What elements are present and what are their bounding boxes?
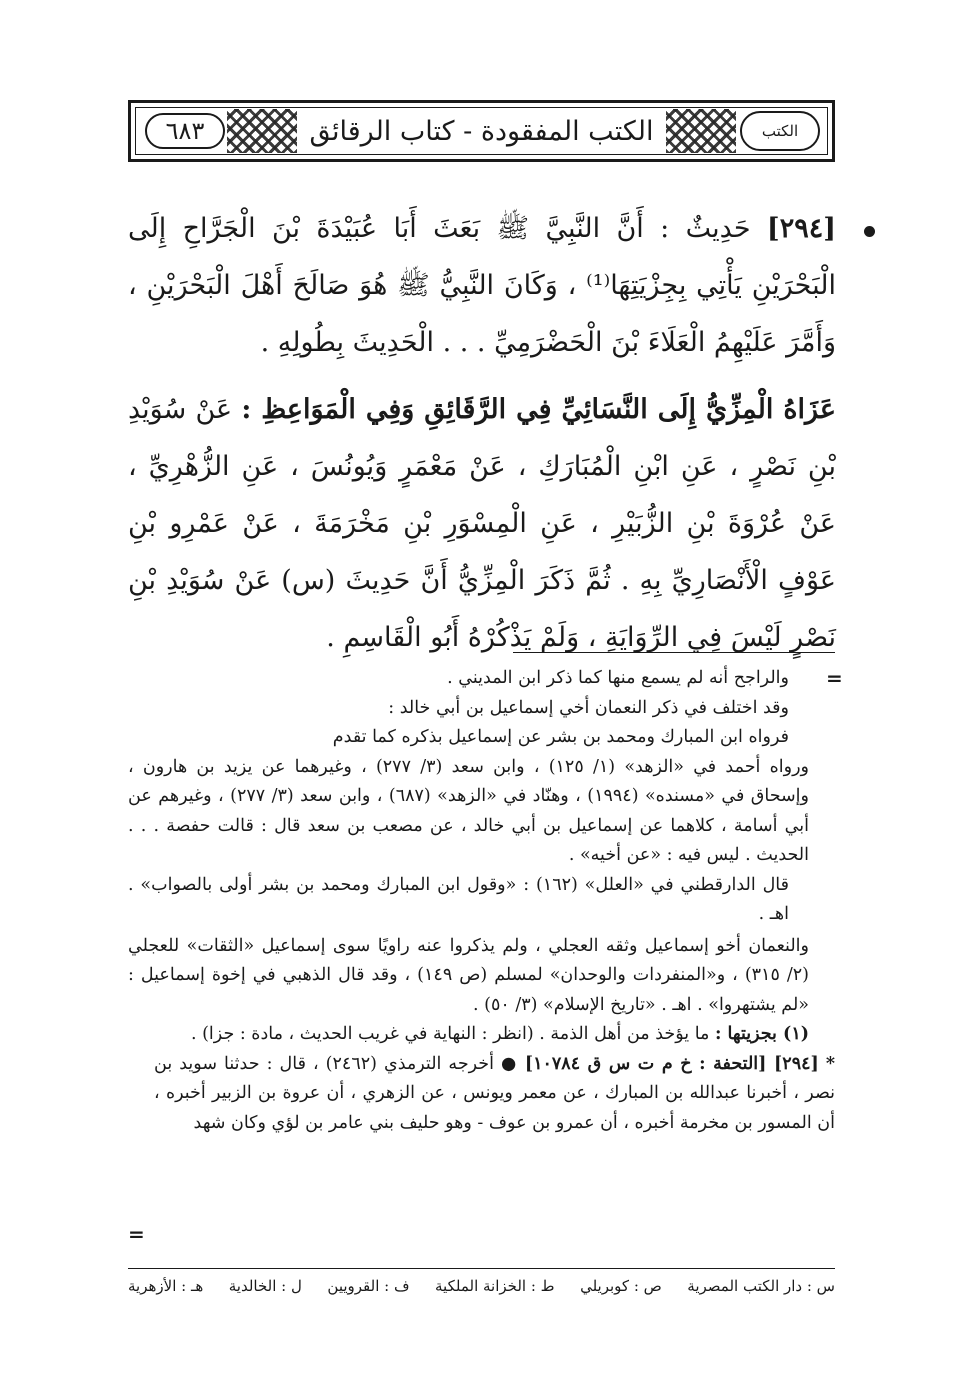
tuhfa-text: ● أخرجه الترمذي (٢٤٦٢) ، قال : حدثنا سويد بن نصر ، أخبرنا عبدالله بن المبارك ، عن معمر ويونس ، عن الزهري ، أن عروة بن الزبير أخبره ، أن المسور بن مخرمة أخبره ، أن عمرو بن عوف - وهو حليف بني عامر بن لؤي وكان شهد [154,1053,835,1133]
footnote-line: والراجح أنه لم يسمع منها كما ذكر ابن المديني . [447,668,789,688]
attribution-text: عَنْ سُوَيْدِ بْنِ نَصْرٍ ، عَنِ ابْنِ الْمُبَارَكِ ، عَنْ مَعْمَرٍ وَيُونُسَ ، عَنِ الزُّهْرِيِّ ، عَنْ عُرْوَةَ بْنِ الزُّبَيْرِ ، عَنِ الْمِسْوَرِ بْنِ مَخْرَمَةَ ، عَنْ عَمْرِو بْنِ عَوْفٍ الْأَنْصَارِيِّ بِهِ . ثُمَّ ذَكَرَ الْمِزِّيُّ أَنَّ حَدِيثَ (س) عَنْ سُوَيْدِ بْنِ نَصْرٍ لَيْسَ فِي الرِّوَايَةِ ، وَلَمْ يَذْكُرْهُ أَبُو الْقَاسِمِ . [128,394,836,653]
attribution-lead: عَزَاهُ الْمِزِّيُّ إِلَى النَّسَائِيِّ فِي الرَّقَائِقِ وَفِي الْمَوَاعِظِ : [241,394,836,425]
footnote-line: وقد اختلف في ذكر النعمان أخي إسماعيل بن أبي خالد : [388,697,789,718]
footnotes [128,664,835,1138]
hadith-number: [٢٩٤] [766,213,836,244]
header-ornament-right [666,109,736,153]
continuation-mark: = [826,666,843,690]
legend-item: س : دار الكتب المصرية [687,1277,835,1295]
page-number: ٦٨٣ [145,113,225,149]
footnote-1-text: ما يؤخذ من أهل الذمة . (انظر : النهاية في غريب الحديث ، مادة : جزا) . [190,1024,715,1044]
manuscript-legend [128,1272,835,1300]
continuation-mark-end: = [128,1222,145,1246]
legend-item: ل : الخالدية [228,1277,302,1295]
footnote-line: ورواه أحمد في «الزهد» (١/ ١٢٥) ، وابن سعد (٣/ ٢٧٧) ، وغيرهما عن يزيد بن هارون ، وإسحاق في «مسنده» (١٩٩٤) ، وهنّاد في «الزهد» (٦٨٧) ، وابن سعد (٣/ ٢٧٧) ، وغيرهم عن أبي أسامة ، كلاهما عن إسماعيل بن أبي خالد ، عن مصعب بن سعد قال : قالت حفصة . . . الحديث . ليس فيه : «عن أخيه» . [128,756,809,865]
tuhfa-note [128,1050,835,1139]
bullet-icon [864,226,875,237]
running-title: الكتب المفقودة - كتاب الرقائق [309,115,654,147]
footnote-1-label: (١) بجزيتها : [715,1024,809,1044]
footnote-separator [513,652,835,653]
asterisk-icon: * [825,1053,835,1074]
header-ornament-left [227,109,297,153]
hadith-text: حَدِيثٌ : أَنَّ النَّبِيَّ ﷺ بَعَثَ أَبَا عُبَيْدَةَ بْنَ الْجَرَّاحِ إِلَى الْبَحْرَيْنِ يَأْتِي بِجِزْيَتِهَا⁽¹⁾ ، وَكَانَ النَّبِيُّ ﷺ هُوَ صَالَحَ أَهْلَ الْبَحْرَيْنِ ، وَأَمَّرَ عَلَيْهِمُ الْعَلَاءَ بْنَ الْحَضْرَمِيِّ . . . الْحَدِيثَ بِطُولِهِ . [128,213,836,358]
book-logo-icon: الكتب [740,111,820,151]
legend-item: ط : الخزانة الملكية [435,1277,555,1295]
main-text [128,200,836,676]
footnote-line: فرواه ابن المبارك ومحمد بن بشر عن إسماعيل بذكره كما تقدم [332,727,789,747]
legend-item: ص : كوبريلي [580,1277,662,1295]
footnote-1 [128,1020,835,1050]
footnote-line: والنعمان أخو إسماعيل وثقه العجلي ، ولم يذكروا عنه راويًا سوى إسماعيل «الثقات» للعجلي (٢/ ٣١٥) ، و«المنفردات والوحدان» لمسلم (ص ١٤٩) ، وقد قال الذهبي في إخوة إسماعيل : «لم يشتهروا» . اهـ . «تاريخ الإسلام» (٣/ ٥٠) . [128,935,809,1015]
tuhfa-label: [٢٩٤] [التحفة : خ م ت س ق ١٠٧٨٤] [524,1053,819,1074]
footnote-line: قال الدارقطني في «العلل» (١٦٢) : «وقول ابن المبارك ومحمد بن بشر أولى بالصواب» . اهـ . [128,874,790,924]
legend-item: هـ : الأزهرية [128,1277,204,1295]
attribution-paragraph [128,381,836,666]
legend-rule [128,1268,835,1269]
page-header [128,100,835,162]
legend-item: ف : القرويين [327,1277,410,1295]
hadith-paragraph [128,200,836,371]
